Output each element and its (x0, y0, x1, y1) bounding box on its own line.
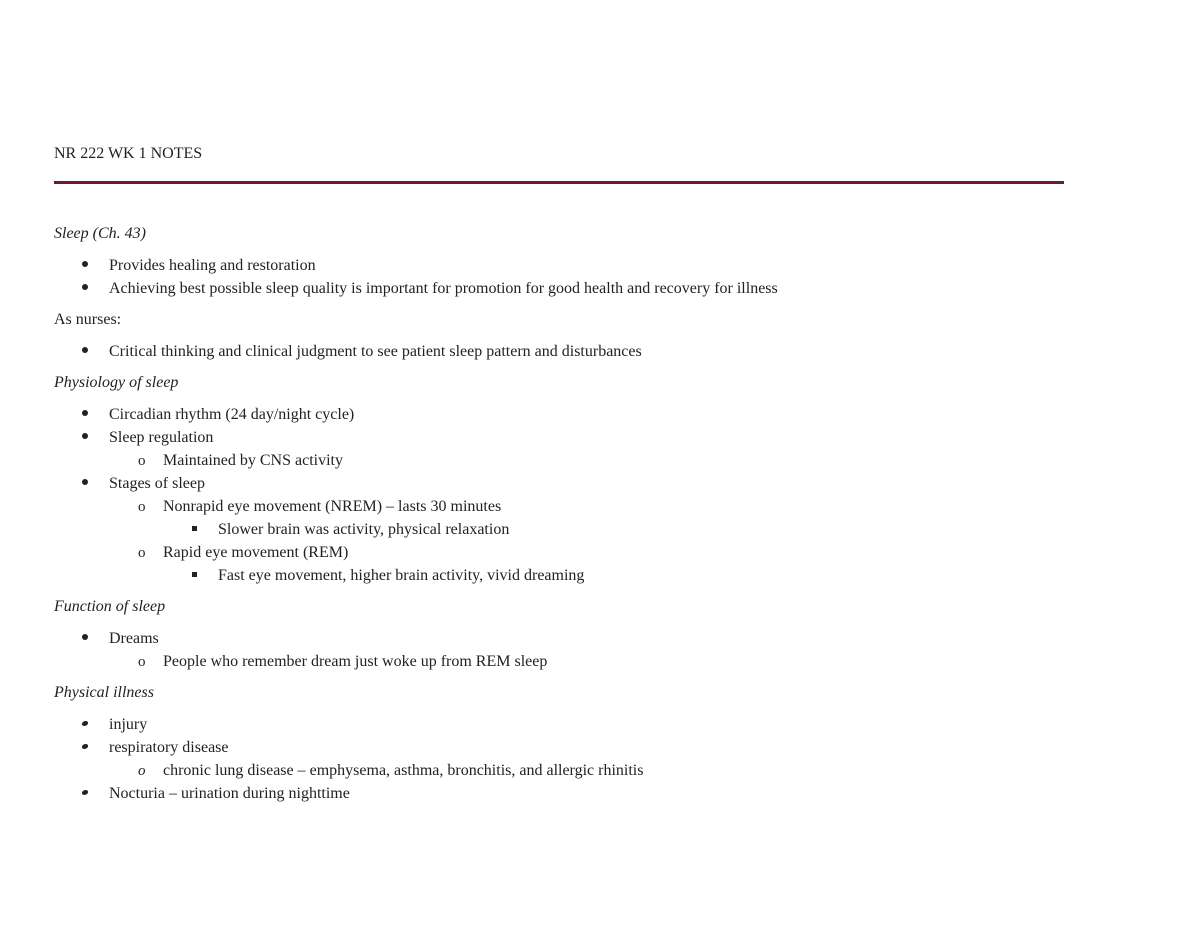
section-heading-function: Function of sleep (54, 598, 166, 615)
bullet-icon (82, 254, 88, 277)
list-item-text: Nocturia – urination during nighttime (109, 785, 350, 802)
circle-bullet-icon: o (138, 654, 146, 670)
nurses-list (54, 340, 1054, 363)
list-item (54, 495, 1054, 518)
list-item-text: Achieving best possible sleep quality is important for promotion for good health and recovery for illness (109, 280, 778, 297)
list-item-text: Fast eye movement, higher brain activity, vivid dreaming (218, 567, 585, 584)
list-item (54, 277, 1054, 300)
list-item (54, 518, 1054, 541)
list-item-text: Provides healing and restoration (109, 257, 316, 274)
square-bullet-icon (192, 564, 197, 587)
circle-bullet-icon: o (138, 499, 146, 515)
list-item-text: Rapid eye movement (REM) (163, 544, 349, 561)
bullet-icon (82, 627, 88, 650)
physiology-list (54, 403, 1054, 587)
list-item-text: People who remember dream just woke up from REM sleep (163, 653, 548, 670)
list-item-text: injury (109, 716, 148, 733)
section-heading-sleep: Sleep (Ch. 43) (54, 225, 146, 242)
list-item (54, 782, 1054, 805)
list-item-text: Sleep regulation (109, 429, 214, 446)
square-bullet-icon (192, 518, 197, 541)
list-item (54, 541, 1054, 564)
bullet-icon (82, 340, 88, 363)
list-item (54, 403, 1054, 426)
sleep-list (54, 254, 1054, 300)
list-item-text: Critical thinking and clinical judgment to see patient sleep pattern and disturbances (109, 343, 642, 360)
list-item-text: Nonrapid eye movement (NREM) – lasts 30 minutes (163, 498, 502, 515)
list-item (54, 254, 1054, 277)
bullet-icon (82, 736, 88, 759)
list-item-text: Circadian rhythm (24 day/night cycle) (109, 406, 355, 423)
list-item (54, 713, 1054, 736)
bullet-icon (82, 426, 88, 449)
list-item (54, 564, 1054, 587)
list-item (54, 759, 1054, 782)
list-item (54, 449, 1054, 472)
list-item (54, 426, 1054, 449)
list-item (54, 340, 1054, 363)
document-body (54, 222, 1054, 805)
illness-list (54, 713, 1054, 805)
section-heading-illness: Physical illness (54, 684, 154, 701)
list-item-text: Slower brain was activity, physical relaxation (218, 521, 510, 538)
section-heading-nurses: As nurses: (54, 311, 122, 328)
bullet-icon (82, 782, 88, 805)
list-item-text: chronic lung disease – emphysema, asthma, bronchitis, and allergic rhinitis (163, 762, 644, 779)
list-item (54, 650, 1054, 673)
bullet-icon (82, 277, 88, 300)
section-heading-physiology: Physiology of sleep (54, 374, 179, 391)
list-item-text: Maintained by CNS activity (163, 452, 343, 469)
circle-bullet-icon: o (138, 453, 146, 469)
header-divider (54, 181, 1064, 184)
list-item-text: respiratory disease (109, 739, 229, 756)
list-item (54, 627, 1054, 650)
bullet-icon (82, 713, 88, 736)
bullet-icon (82, 472, 88, 495)
list-item (54, 736, 1054, 759)
document-header-title: NR 222 WK 1 NOTES (54, 145, 203, 162)
circle-bullet-icon: o (138, 545, 146, 561)
list-item-text: Dreams (109, 630, 159, 647)
circle-bullet-icon: o (138, 763, 146, 779)
bullet-icon (82, 403, 88, 426)
function-list (54, 627, 1054, 673)
list-item (54, 472, 1054, 495)
list-item-text: Stages of sleep (109, 475, 205, 492)
